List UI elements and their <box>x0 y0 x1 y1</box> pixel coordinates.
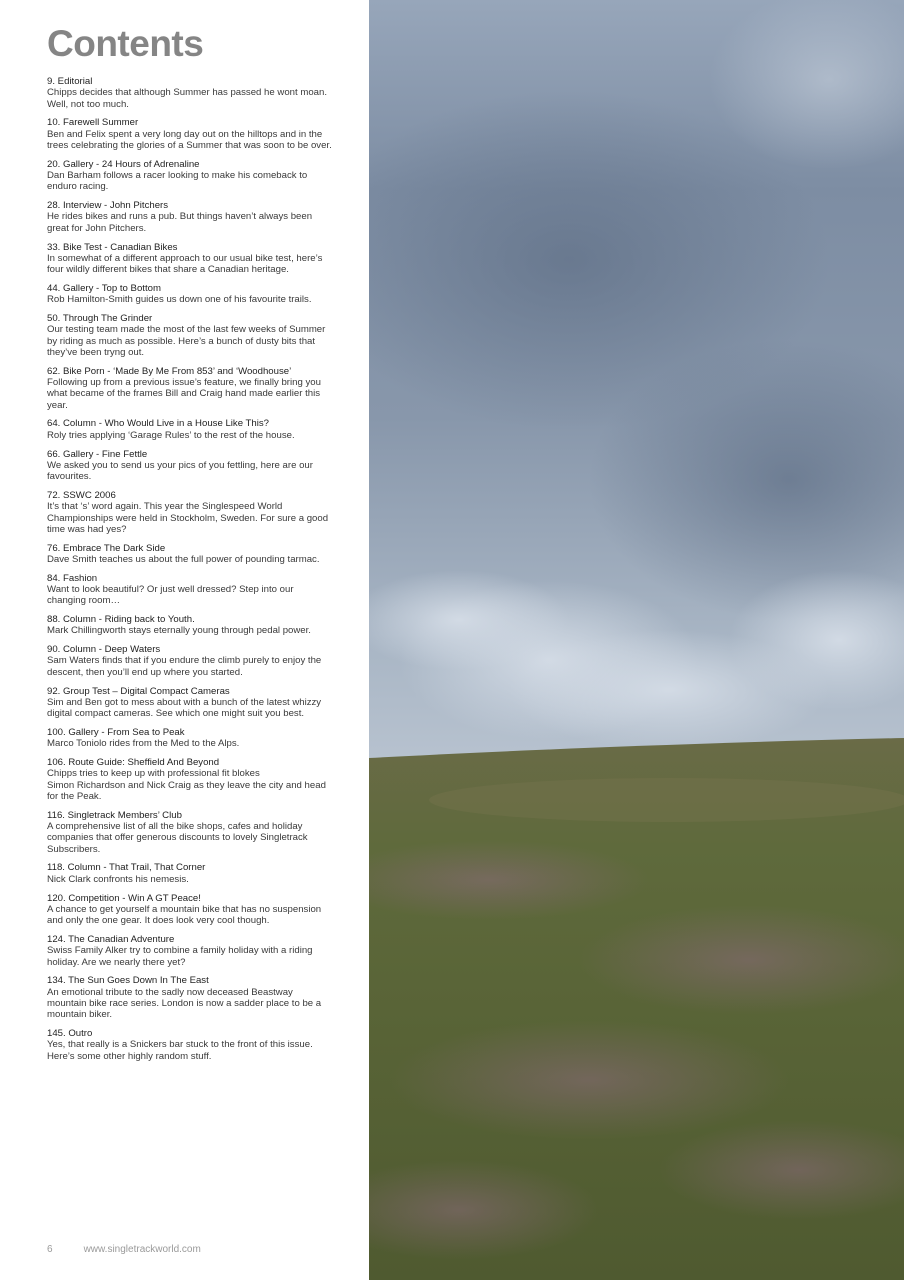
toc-entry <box>47 686 357 720</box>
toc-entry <box>47 283 357 306</box>
toc-entry-description: Following up from a previous issue’s feature, we finally bring you what became of the frames Bill and Craig hand made earlier this year. <box>47 377 321 411</box>
toc-entry <box>47 490 357 535</box>
toc-entry <box>47 1028 357 1062</box>
toc-entry-heading: 84. Fashion <box>47 572 98 584</box>
toc-entry-heading: 66. Gallery - Fine Fettle <box>47 448 148 460</box>
toc-entry <box>47 449 357 483</box>
toc-entry-description: Want to look beautiful? Or just well dressed? Step into our changing room… <box>47 583 294 607</box>
toc-entry <box>47 614 357 637</box>
toc-entry-heading: 116. Singletrack Members’ Club <box>47 809 182 821</box>
toc-entry <box>47 727 357 750</box>
toc-entry-heading: 44. Gallery - Top to Bottom <box>47 282 161 294</box>
toc-entry <box>47 810 357 855</box>
toc-entry-heading: 120. Competition - Win A GT Peace! <box>47 892 201 904</box>
toc-entry <box>47 862 357 885</box>
toc-entry <box>47 573 357 607</box>
toc-entry <box>47 934 357 968</box>
toc-entry-description: In somewhat of a different approach to our usual bike test, here’s four wildly different bikes that share a Canadian heritage. <box>47 252 323 276</box>
toc-entry-heading: 72. SSWC 2006 <box>47 489 116 501</box>
toc-entry-description: Mark Chillingworth stays eternally young through pedal power. <box>47 625 311 637</box>
toc-entry-heading: 10. Farewell Summer <box>47 117 139 129</box>
toc-entry-description: Sam Waters finds that if you endure the climb purely to enjoy the descent, then you’ll end up where you started. <box>47 655 322 678</box>
toc-entry-description: It’s that ‘s’ word again. This year the Singlespeed World Championships were held in Stockholm, Sweden. For sure a good time was had yes? <box>47 501 329 535</box>
toc-entry <box>47 757 357 802</box>
table-of-contents <box>47 76 357 1069</box>
contents-column <box>0 0 369 1280</box>
toc-entry-description: A comprehensive list of all the bike shops, cafes and holiday companies that offer generous discounts to lovely Singletrack Subscribers. <box>47 821 308 855</box>
toc-entry-description: Ben and Felix spent a very long day out on the hilltops and in the trees celebrating the glories of a Summer that was soon to be over. <box>47 128 332 151</box>
toc-entry-heading: 9. Editorial <box>47 76 93 87</box>
toc-entry <box>47 159 357 193</box>
toc-entry <box>47 644 357 678</box>
toc-entry-description: Dave Smith teaches us about the full power of pounding tarmac. <box>47 553 320 565</box>
toc-entry-heading: 118. Column - That Trail, That Corner <box>47 862 206 874</box>
toc-entry <box>47 366 357 411</box>
toc-entry-heading: 124. The Canadian Adventure <box>47 933 175 945</box>
toc-entry <box>47 418 357 441</box>
toc-entry <box>47 975 357 1020</box>
toc-entry-heading: 100. Gallery - From Sea to Peak <box>47 726 185 738</box>
toc-entry-description: Our testing team made the most of the last few weeks of Summer by riding as much as possible. Here’s a bunch of dusty bits that they’ve been tryng out. <box>47 324 326 358</box>
toc-entry-description: Rob Hamilton-Smith guides us down one of his favourite trails. <box>47 294 312 306</box>
toc-entry-description: Roly tries applying ‘Garage Rules’ to the rest of the house. <box>47 429 295 441</box>
toc-entry-heading: 106. Route Guide: Sheffield And Beyond <box>47 757 220 769</box>
toc-entry-heading: 90. Column - Deep Waters <box>47 644 161 656</box>
toc-entry-heading: 28. Interview - John Pitchers <box>47 200 169 212</box>
toc-entry-description: Dan Barham follows a racer looking to make his comeback to enduro racing. <box>47 170 308 193</box>
toc-entry-heading: 76. Embrace The Dark Side <box>47 542 166 554</box>
toc-entry-description: Marco Toniolo rides from the Med to the Alps. <box>47 738 240 750</box>
toc-entry <box>47 543 357 566</box>
toc-entry-description: Yes, that really is a Snickers bar stuck to the front of this issue. Here’s some other highly random stuff. <box>47 1039 313 1062</box>
toc-entry-heading: 134. The Sun Goes Down In The East <box>47 975 209 987</box>
toc-entry <box>47 313 357 358</box>
toc-entry-description: An emotional tribute to the sadly now deceased Beastway mountain bike race series. London is now a sadder place to be a mountain biker. <box>47 986 322 1021</box>
toc-entry-heading: 92. Group Test – Digital Compact Cameras <box>47 685 230 697</box>
toc-entry-description: Swiss Family Alker try to combine a family holiday with a riding holiday. Are we nearly there yet? <box>47 945 313 968</box>
toc-entry-description: We asked you to send us your pics of you fettling, here are our favourites. <box>47 459 313 483</box>
toc-entry-description: A chance to get yourself a mountain bike that has no suspension and only the one gear. It does look very cool though. <box>47 903 322 927</box>
toc-entry <box>47 200 357 234</box>
toc-entry <box>47 76 357 110</box>
toc-entry <box>47 242 357 276</box>
moorland-photo <box>369 0 904 1280</box>
toc-entry <box>47 893 357 927</box>
toc-entry-description: Chipps tries to keep up with professional fit blokes Simon Richardson and Nick Craig as they leave the city and head for the Peak. <box>47 768 326 802</box>
toc-entry-heading: 145. Outro <box>47 1027 93 1039</box>
toc-entry-heading: 88. Column - Riding back to Youth. <box>47 614 195 626</box>
toc-entry-heading: 64. Column - Who Would Live in a House Like This? <box>47 418 270 430</box>
toc-entry <box>47 117 357 151</box>
toc-entry-description: He rides bikes and runs a pub. But things haven’t always been great for John Pitchers. <box>47 211 313 234</box>
toc-entry-heading: 50. Through The Grinder <box>47 313 153 325</box>
toc-entry-heading: 62. Bike Porn - ‘Made By Me From 853’ and ‘Woodhouse’ <box>47 365 292 377</box>
page-number: 6 <box>47 1244 53 1255</box>
toc-entry-heading: 33. Bike Test - Canadian Bikes <box>47 241 178 253</box>
page-footer <box>47 1244 201 1255</box>
toc-entry-description: Chipps decides that although Summer has passed he wont moan. Well, not too much. <box>47 87 327 110</box>
toc-entry-description: Sim and Ben got to mess about with a bunch of the latest whizzy digital compact cameras. See which one might suit you best. <box>47 696 322 720</box>
landscape-image <box>369 0 904 1280</box>
toc-entry-heading: 20. Gallery - 24 Hours of Adrenaline <box>47 158 200 170</box>
page-title: Contents <box>47 23 204 64</box>
website-url: www.singletrackworld.com <box>83 1244 201 1255</box>
toc-entry-description: Nick Clark confronts his nemesis. <box>47 873 189 885</box>
